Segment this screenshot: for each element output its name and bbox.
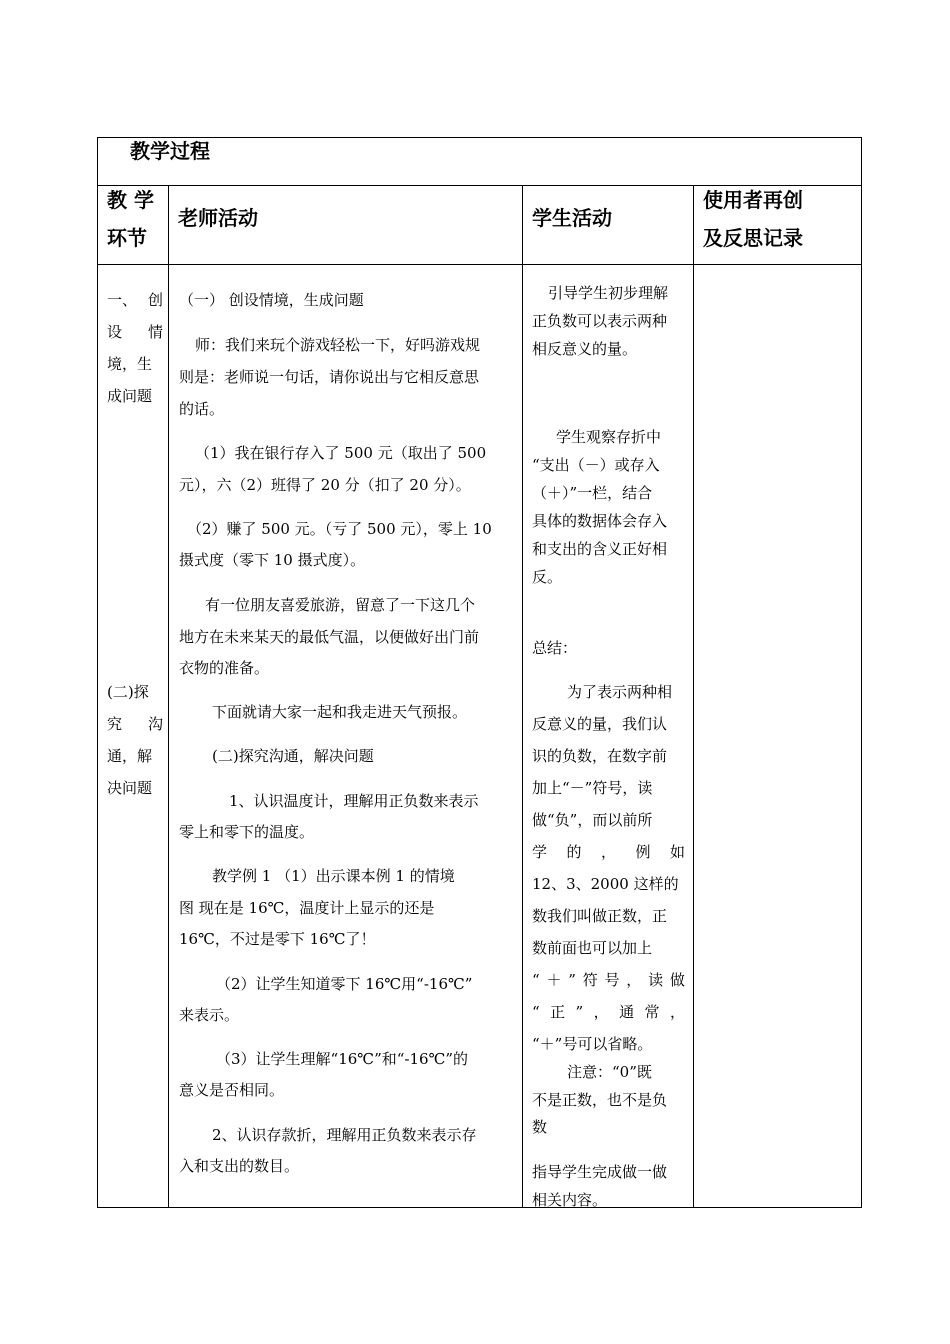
student-line: 数	[532, 1118, 548, 1136]
student-line: 指导学生完成做一做	[532, 1163, 668, 1181]
table-border-left	[97, 137, 98, 1208]
student-line: 做“负”，而以前所	[532, 811, 653, 829]
teacher-line: 衣物的准备。	[179, 659, 270, 677]
stage-1-line: 境，生	[107, 355, 153, 373]
student-line: 总结：	[532, 639, 578, 657]
column-divider-2	[522, 185, 523, 1208]
student-line: 数我们叫做正数，正	[532, 907, 668, 925]
student-line: 相关内容。	[532, 1191, 608, 1209]
teacher-line: 入和支出的数目。	[179, 1157, 300, 1175]
teacher-line: 2、认识存款折，理解用正负数来表示存	[212, 1126, 477, 1144]
student-line: “＋”号可以省略。	[532, 1035, 653, 1053]
student-line: 注意：“0”既	[567, 1063, 652, 1081]
student-line: 数前面也可以加上	[532, 939, 653, 957]
student-line: “ ＋ ” 符 号 ， 读 做	[532, 971, 685, 989]
teacher-line: （3）让学生理解“16℃”和“-16℃”的	[216, 1050, 469, 1068]
header-teacher-activity: 老师活动	[178, 206, 258, 230]
student-line: 不是正数，也不是负	[532, 1091, 668, 1109]
header-stage-line2: 环节	[107, 226, 147, 250]
header-reflection-line2: 及反思记录	[703, 226, 803, 250]
student-line: 为了表示两种相	[567, 683, 673, 701]
teacher-line: 元），六（2）班得了 20 分（扣了 20 分）。	[179, 476, 471, 494]
teacher-line: 则是：老师说一句话，请你说出与它相反意思	[179, 368, 480, 386]
student-line: “ 正 ” ， 通 常 ，	[532, 1003, 685, 1021]
stage-1-line: 成问题	[107, 387, 153, 405]
table-border-right	[861, 137, 862, 1208]
column-divider-3	[693, 185, 694, 1208]
student-line: （＋）”一栏，结合	[532, 484, 653, 502]
teacher-line: 教学例 1 （1）出示课本例 1 的情境	[212, 867, 455, 885]
stage-2-line: 究 沟	[107, 715, 163, 733]
teacher-line: （1）我在银行存入了 500 元（取出了 500	[195, 444, 487, 462]
student-line: 反意义的量，我们认	[532, 715, 668, 733]
teacher-line: 师：我们来玩个游戏轻松一下，好吗游戏规	[195, 336, 481, 354]
header-reflection-line1: 使用者再创	[703, 188, 803, 212]
teacher-line: 的话。	[179, 400, 225, 418]
student-line: 反。	[532, 568, 563, 586]
student-line: 加上“－”符号，读	[532, 779, 653, 797]
table-border-bottom	[97, 1207, 862, 1208]
teacher-line: 1、认识温度计，理解用正负数来表示	[229, 792, 479, 810]
table-border-top	[97, 137, 862, 138]
student-line: 正负数可以表示两种	[532, 312, 668, 330]
student-line: 具体的数据体会存入	[532, 512, 668, 530]
teacher-line: （一） 创设情境，生成问题	[179, 291, 364, 309]
student-line: 相反意义的量。	[532, 340, 638, 358]
teacher-line: 摄式度（零下 10 摄式度）。	[179, 551, 366, 569]
teacher-line: 地方在未来某天的最低气温，以便做好出门前	[179, 628, 480, 646]
teacher-line: 来表示。	[179, 1006, 240, 1024]
student-line: 学 的 ， 例 如	[532, 843, 685, 861]
teacher-line: （2）让学生知道零下 16℃用“-16℃”	[216, 975, 473, 993]
teacher-line: 意义是否相同。	[179, 1081, 285, 1099]
teacher-line: (二)探究沟通，解决问题	[212, 747, 374, 765]
student-line: 识的负数，在数字前	[532, 747, 668, 765]
student-line: 引导学生初步理解	[548, 284, 669, 302]
student-line: 12、3、2000 这样的	[532, 875, 679, 893]
student-line: 学生观察存折中	[556, 428, 662, 446]
table-divider-header	[97, 264, 862, 265]
stage-1-line: 设 情	[107, 323, 163, 341]
header-student-activity: 学生活动	[532, 206, 612, 230]
stage-2-line: (二)探	[107, 683, 149, 701]
student-line: 和支出的含义正好相	[532, 540, 668, 558]
teacher-line: 下面就请大家一起和我走进天气预报。	[212, 703, 468, 721]
student-line: “支出（－）或存入	[532, 456, 660, 474]
stage-2-line: 决问题	[107, 779, 153, 797]
teacher-line: 16℃，不过是零下 16℃了！	[179, 930, 376, 948]
table-divider-title	[97, 185, 862, 186]
teacher-line: 零上和零下的温度。	[179, 823, 315, 841]
teacher-line: （2）赚了 500 元。（亏了 500 元），零上 10	[187, 520, 492, 538]
stage-2-line: 通，解	[107, 747, 153, 765]
table-title: 教学过程	[130, 139, 210, 163]
header-stage-line1: 教 学	[107, 188, 154, 212]
stage-1-line: 一、 创	[107, 291, 163, 309]
teacher-line: 图 现在是 16℃，温度计上显示的还是	[179, 899, 435, 917]
column-divider-1	[168, 185, 169, 1208]
teacher-line: 有一位朋友喜爱旅游，留意了一下这几个	[205, 596, 476, 614]
